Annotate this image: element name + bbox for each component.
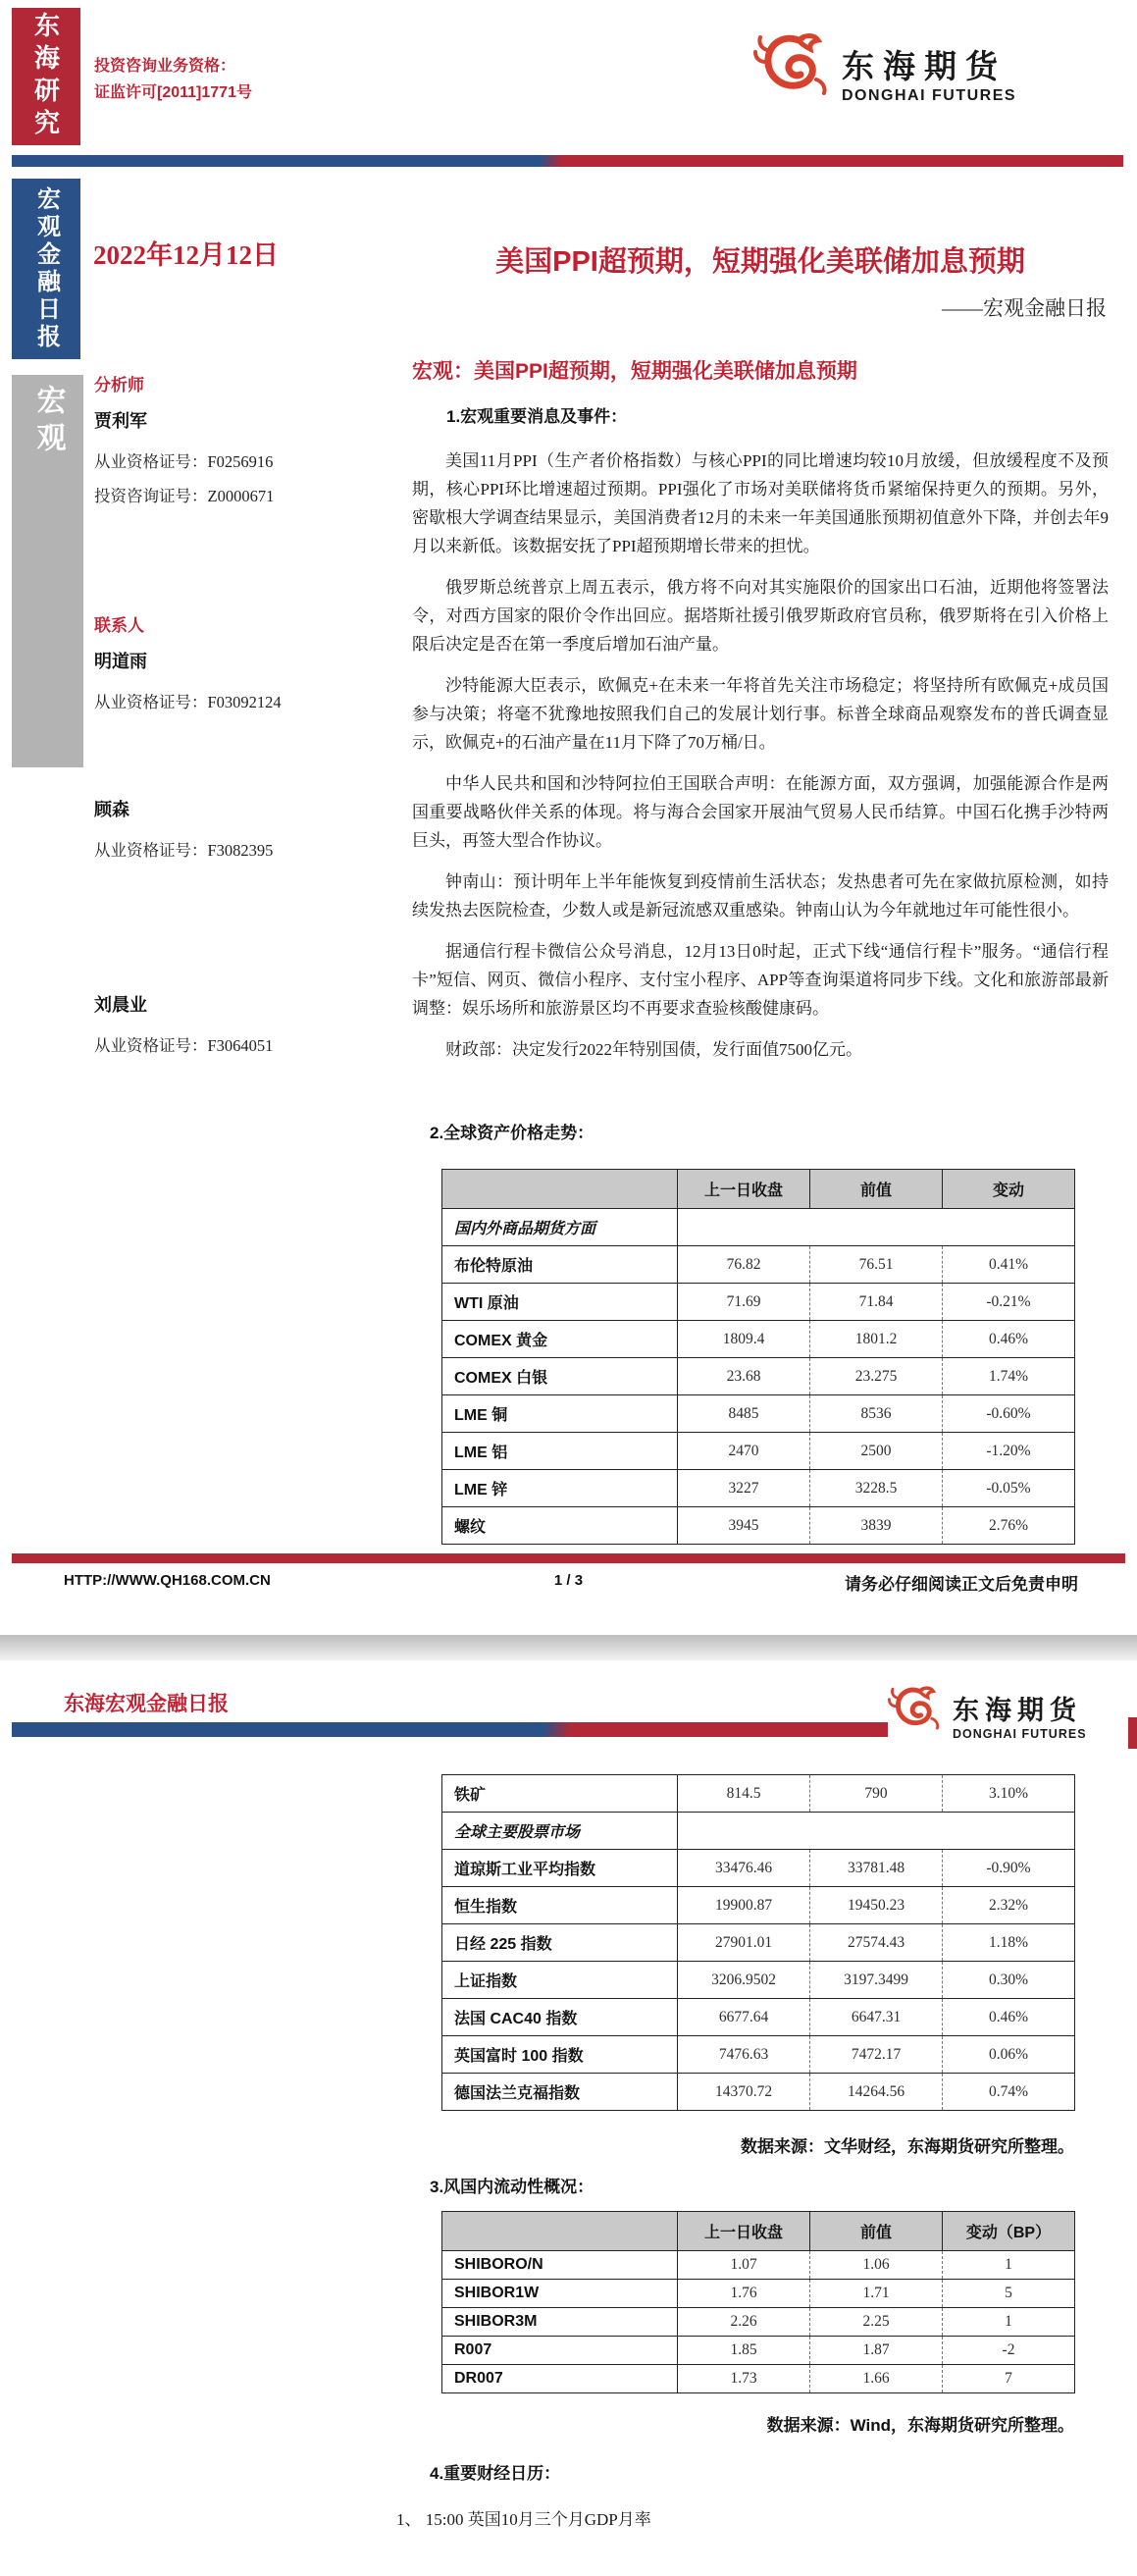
table-header-cell	[442, 2212, 678, 2251]
body-paragraph: 据通信行程卡微信公众号消息，12月13日0时起，正式下线“通信行程卡”服务。“通信行程卡”短信、网页、微信小程序、支付宝小程序、APP等查询渠道将同步下线。文化和旅游部最新调整：娱乐场所和旅游景区均不再要求查验核酸健康码。	[412, 942, 1109, 1018]
analyst-cert: 从业资格证号：F3082395	[94, 841, 274, 860]
qualification-line2: 证监许可[2011]1771号	[94, 84, 252, 101]
table-cell: 71.69	[678, 1284, 810, 1321]
asset-price-table-continued	[441, 1774, 1075, 2111]
report-type-label: 宏观金融日报	[32, 186, 60, 351]
analyst-cert: 从业资格证号：F03092124	[94, 693, 282, 711]
asset-table-heading: 2.全球资产价格走势：	[430, 1124, 594, 1142]
table-cell: 7472.17	[810, 2036, 943, 2074]
table-row-label: 英国富时 100 指数	[442, 2036, 678, 2074]
table-cell: 3227	[678, 1470, 810, 1507]
table-row-label: LME 铜	[442, 1395, 678, 1433]
table-cell: 1.66	[810, 2365, 943, 2393]
table-cell: 0.06%	[943, 2036, 1075, 2074]
table-cell: 6647.31	[810, 1999, 943, 2036]
analyst-block	[94, 796, 398, 867]
table-row	[442, 1470, 1075, 1507]
table-cell: -0.05%	[943, 1470, 1075, 1507]
table-cell: 1.06	[810, 2251, 943, 2280]
table-section-blank	[678, 1209, 1075, 1246]
header-divider-bar	[12, 155, 1123, 167]
table-section-row	[442, 1813, 1075, 1850]
body-paragraph: 美国11月PPI（生产者价格指数）与核心PPI的同比增速均较10月放缓，但放缓程度不及预期，核心PPI环比增速超过预期。PPI强化了市场对美联储将货币紧缩保持更久的预期。另外，密歇根大学调查结果显示，美国消费者12月的未来一年美国通胀预期初值意外下降，并创去年9月以来新低。该数据安抚了PPI超预期增长带来的担忧。	[412, 451, 1109, 555]
table-cell: 7	[943, 2365, 1075, 2393]
table-row-label: 全球主要股票市场	[442, 1813, 678, 1850]
footer-disclaimer: 请务必仔细阅读正文后免责申明	[845, 1575, 1078, 1594]
analyst-block	[94, 611, 398, 719]
table-cell: 6677.64	[678, 1999, 810, 2036]
table-cell: 3197.3499	[810, 1962, 943, 1999]
table-cell: 3945	[678, 1507, 810, 1545]
table-cell: 3839	[810, 1507, 943, 1545]
table-row-label: 布伦特原油	[442, 1246, 678, 1284]
logo-name-cn: 东海期货	[953, 1696, 1082, 1725]
table-cell: 14264.56	[810, 2074, 943, 2111]
table-cell: 19900.87	[678, 1887, 810, 1924]
table-header-cell: 变动（BP）	[943, 2212, 1075, 2251]
table-cell: 2.32%	[943, 1887, 1075, 1924]
table-cell: 2.76%	[943, 1507, 1075, 1545]
analyst-name: 顾森	[94, 800, 129, 819]
table-header-cell: 前值	[810, 2212, 943, 2251]
table-cell: 1	[943, 2251, 1075, 2280]
table-cell: 1.71	[810, 2280, 943, 2308]
table-cell: 1809.4	[678, 1321, 810, 1358]
qualification-line1: 投资咨询业务资格：	[94, 58, 236, 75]
table-row	[442, 2074, 1075, 2111]
table-row	[442, 2251, 1075, 2280]
table-row-label: SHIBOR3M	[442, 2308, 678, 2337]
table-cell: 0.46%	[943, 1321, 1075, 1358]
table-cell: 2500	[810, 1433, 943, 1470]
table-row-label: 恒生指数	[442, 1887, 678, 1924]
table-row	[442, 1850, 1075, 1887]
table-cell: 71.84	[810, 1284, 943, 1321]
table-cell: 33476.46	[678, 1850, 810, 1887]
dragon-logo-icon	[888, 1680, 943, 1750]
table-cell: 33781.48	[810, 1850, 943, 1887]
table-row-label: WTI 原油	[442, 1284, 678, 1321]
liquidity-heading: 3.风国内流动性概况：	[430, 2178, 594, 2196]
table-row-label: R007	[442, 2337, 678, 2365]
table-cell: 2470	[678, 1433, 810, 1470]
analyst-name: 明道雨	[94, 652, 147, 671]
asset-price-table	[441, 1169, 1075, 1545]
liquidity-table	[441, 2211, 1075, 2393]
data-source-caption-1: 数据来源：文华财经，东海期货研究所整理。	[741, 2137, 1074, 2156]
table-cell: 8536	[810, 1395, 943, 1433]
dragon-logo-icon	[753, 26, 832, 121]
company-logo-page2	[888, 1668, 1128, 1761]
table-row-label: 道琼斯工业平均指数	[442, 1850, 678, 1887]
table-row	[442, 2036, 1075, 2074]
news-heading: 1.宏观重要消息及事件：	[446, 407, 628, 426]
body-paragraph: 沙特能源大臣表示，欧佩克+在未来一年将首先关注市场稳定；将坚持所有欧佩克+成员国参与决策；将毫不犹豫地按照我们自己的发展计划行事。标普全球商品观察发布的普氏调查显示，欧佩克+的石油产量在11月下降了70万桶/日。	[412, 676, 1109, 752]
research-brand-box	[12, 8, 80, 145]
analyst-cert: 投资咨询证号：Z0000671	[94, 487, 275, 505]
analyst-cert: 从业资格证号：F3064051	[94, 1036, 274, 1055]
table-cell: 76.82	[678, 1246, 810, 1284]
table-cell: 23.275	[810, 1358, 943, 1395]
report-type-box	[12, 179, 80, 359]
analyst-name: 贾利军	[94, 411, 147, 431]
table-cell: 1.87	[810, 2337, 943, 2365]
table-cell: 2.25	[810, 2308, 943, 2337]
table-row-label: LME 铝	[442, 1433, 678, 1470]
table-row	[442, 2337, 1075, 2365]
logo-name-en: DONGHAI FUTURES	[842, 86, 1017, 104]
table-cell: 1801.2	[810, 1321, 943, 1358]
table-row	[442, 1887, 1075, 1924]
table-header-cell: 前值	[810, 1170, 943, 1209]
body-paragraph: 中华人民共和国和沙特阿拉伯王国联合声明：在能源方面，双方强调，加强能源合作是两国重要战略伙伴关系的体现。将与海合会国家开展油气贸易人民币结算。中国石化携手沙特两巨头，再签大型合作协议。	[412, 774, 1109, 850]
table-row-label: 德国法兰克福指数	[442, 2074, 678, 2111]
analyst-name: 刘晨业	[94, 995, 147, 1015]
table-row-label: LME 锌	[442, 1470, 678, 1507]
table-row-label: DR007	[442, 2365, 678, 2393]
page2-header-title: 东海宏观金融日报	[64, 1693, 229, 1715]
table-row	[442, 1962, 1075, 1999]
table-header-cell: 上一日收盘	[678, 1170, 810, 1209]
table-row	[442, 1433, 1075, 1470]
table-row	[442, 2280, 1075, 2308]
table-header-row	[442, 1170, 1075, 1209]
table-cell: 1.18%	[943, 1924, 1075, 1962]
body-paragraph: 钟南山：预计明年上半年能恢复到疫情前生活状态；发热患者可先在家做抗原检测，如持续发热去医院检查，少数人或是新冠流感双重感染。钟南山认为今年就地过年可能性很小。	[412, 872, 1109, 920]
table-cell: 23.68	[678, 1358, 810, 1395]
table-header-cell	[442, 1170, 678, 1209]
table-cell: 8485	[678, 1395, 810, 1433]
analyst-block	[94, 991, 398, 1063]
table-cell: 814.5	[678, 1775, 810, 1813]
table-row-label: 铁矿	[442, 1775, 678, 1813]
body-paragraph: 俄罗斯总统普京上周五表示，俄方将不向对其实施限价的国家出口石油，近期他将签署法令，对西方国家的限价令作出回应。据塔斯社援引俄罗斯政府官员称，俄罗斯将在引入价格上限后决定是否在第一季度后增加石油产量。	[412, 578, 1109, 654]
table-section-row	[442, 1209, 1075, 1246]
table-row	[442, 1507, 1075, 1545]
analyst-cert: 从业资格证号：F0256916	[94, 452, 274, 471]
category-label: 宏观	[31, 385, 65, 459]
table-row-label: COMEX 黄金	[442, 1321, 678, 1358]
table-cell: 1	[943, 2308, 1075, 2337]
table-cell: 27574.43	[810, 1924, 943, 1962]
table-header-cell: 变动	[943, 1170, 1075, 1209]
table-row-label: SHIBOR1W	[442, 2280, 678, 2308]
table-cell: 76.51	[810, 1246, 943, 1284]
table-cell: -1.20%	[943, 1433, 1075, 1470]
table-cell: 19450.23	[810, 1887, 943, 1924]
table-row	[442, 1284, 1075, 1321]
calendar-heading: 4.重要财经日历：	[430, 2464, 561, 2483]
analyst-role: 联系人	[94, 616, 144, 635]
page-separator	[0, 1635, 1137, 1660]
table-row	[442, 1395, 1075, 1433]
category-box	[12, 375, 83, 767]
table-row	[442, 1999, 1075, 2036]
table-row-label: 日经 225 指数	[442, 1924, 678, 1962]
analyst-block	[94, 371, 398, 513]
table-cell: -0.60%	[943, 1395, 1075, 1433]
table-cell: 3228.5	[810, 1470, 943, 1507]
research-brand-label: 东海研究	[30, 12, 61, 141]
table-cell: 0.41%	[943, 1246, 1075, 1284]
table-cell: 1.76	[678, 2280, 810, 2308]
table-cell: -0.21%	[943, 1284, 1075, 1321]
table-cell: 14370.72	[678, 2074, 810, 2111]
table-cell: 1.73	[678, 2365, 810, 2393]
macro-section-heading: 宏观：美国PPI超预期，短期强化美联储加息预期	[412, 360, 857, 383]
table-cell: -0.90%	[943, 1850, 1075, 1887]
macro-news-paragraphs	[412, 447, 1109, 1064]
table-row-label: SHIBORO/N	[442, 2251, 678, 2280]
table-cell: 1.85	[678, 2337, 810, 2365]
data-source-caption-2: 数据来源：Wind，东海期货研究所整理。	[766, 2416, 1074, 2435]
table-cell: 1.74%	[943, 1358, 1075, 1395]
table-cell: 27901.01	[678, 1924, 810, 1962]
page-number: 1 / 3	[553, 1572, 584, 1589]
report-subtitle: ——宏观金融日报	[942, 296, 1107, 320]
table-cell: 7476.63	[678, 2036, 810, 2074]
table-cell: 5	[943, 2280, 1075, 2308]
analyst-column	[94, 371, 398, 1139]
footer-url: HTTP://WWW.QH168.COM.CN	[64, 1572, 271, 1589]
table-section-blank	[678, 1813, 1075, 1850]
table-cell: 0.74%	[943, 2074, 1075, 2111]
table-header-cell: 上一日收盘	[678, 2212, 810, 2251]
calendar-item: 1、 15:00 英国10月三个月GDP月率	[396, 2510, 651, 2529]
table-cell: 0.46%	[943, 1999, 1075, 2036]
body-paragraph: 财政部：决定发行2022年特别国债，发行面值7500亿元。	[445, 1040, 862, 1059]
table-header-row	[442, 2212, 1075, 2251]
page1-content	[412, 355, 1109, 1545]
report-date: 2022年12月12日	[93, 240, 279, 270]
table-row	[442, 2308, 1075, 2337]
table-row-label: 国内外商品期货方面	[442, 1209, 678, 1246]
report-title: 美国PPI超预期，短期强化美联储加息预期	[495, 246, 1025, 278]
page2-content	[396, 1774, 1079, 2530]
logo-name-cn: 东海期货	[842, 47, 1007, 84]
table-cell: 3206.9502	[678, 1962, 810, 1999]
table-row-label: 法国 CAC40 指数	[442, 1999, 678, 2036]
table-row	[442, 1321, 1075, 1358]
table-row-label: 上证指数	[442, 1962, 678, 1999]
table-cell: 1.07	[678, 2251, 810, 2280]
analyst-role: 分析师	[94, 376, 144, 394]
logo-name-en: DONGHAI FUTURES	[953, 1727, 1087, 1741]
company-logo	[753, 26, 1126, 120]
table-row-label: 螺纹	[442, 1507, 678, 1545]
table-row	[442, 1924, 1075, 1962]
table-row	[442, 1775, 1075, 1813]
table-cell: 3.10%	[943, 1775, 1075, 1813]
table-row-label: COMEX 白银	[442, 1358, 678, 1395]
table-row	[442, 1358, 1075, 1395]
table-cell: 790	[810, 1775, 943, 1813]
qualification-text	[94, 53, 252, 106]
table-cell: 0.30%	[943, 1962, 1075, 1999]
footer-divider-bar	[12, 1553, 1125, 1563]
table-cell: -2	[943, 2337, 1075, 2365]
table-row	[442, 2365, 1075, 2393]
table-row	[442, 1246, 1075, 1284]
table-cell: 2.26	[678, 2308, 810, 2337]
